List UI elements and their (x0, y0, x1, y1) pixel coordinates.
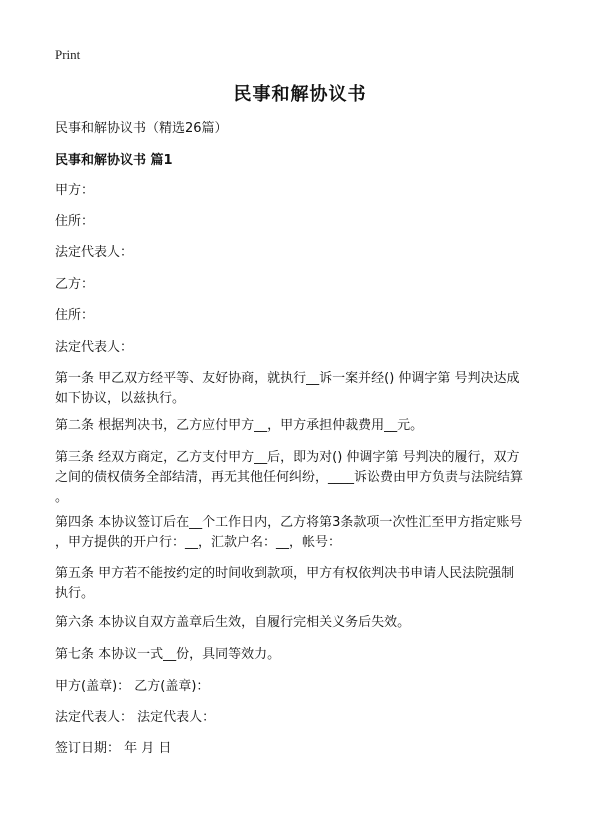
article-3 (55, 448, 560, 508)
page-title: 民事和解协议书 (233, 84, 367, 105)
legal-rep-signatures: 法定代表人： 法定代表人： (55, 710, 216, 725)
article-6: 第六条 本协议自双方盖章后生效，自履行完相关义务后失效。 (55, 615, 411, 630)
article-4-line-2: ，甲方提供的开户行：__，汇款户名：__，帐号： (55, 535, 342, 550)
party-b-field: 乙方： (55, 277, 95, 292)
article-2: 第二条 根据判决书，乙方应付甲方__，甲方承担仲裁费用__元。 (55, 418, 424, 433)
article-3-line-2: 之间的债权债务全部结清，再无其他任何纠纷，____诉讼费由甲方负责与法院结算 (55, 470, 524, 485)
article-4-line-1: 第四条 本协议签订后在__个工作日内，乙方将第3条款项一次性汇至甲方指定账号 (55, 515, 523, 530)
party-a-field: 甲方： (55, 183, 95, 198)
legal-rep-a-field: 法定代表人： (55, 245, 134, 260)
residence-a-field: 住所： (55, 214, 95, 229)
article-1 (55, 369, 560, 409)
article-3-line-3: 。 (55, 490, 69, 505)
print-label: Print (55, 47, 81, 62)
article-1-line-2: 如下协议，以兹执行。 (55, 391, 186, 406)
legal-rep-b-field: 法定代表人： (55, 340, 134, 355)
section-title: 民事和解协议书 篇1 (55, 153, 173, 168)
sign-date: 签订日期： 年 月 日 (55, 741, 172, 756)
seal-signatures: 甲方(盖章)： 乙方(盖章)： (55, 679, 210, 694)
article-1-line-1: 第一条 甲乙双方经平等、友好协商，就执行__诉一案并经() 仲调字第 号判决达成 (55, 371, 520, 386)
article-5-line-1: 第五条 甲方若不能按约定的时间收到款项，甲方有权依判决书申请人民法院强制 (55, 566, 515, 581)
article-4 (55, 513, 560, 553)
article-3-line-1: 第三条 经双方商定，乙方支付甲方__后，即为对() 仲调字第 号判决的履行，双方 (55, 450, 520, 465)
article-5-line-2: 执行。 (55, 586, 95, 601)
article-5 (55, 564, 560, 604)
document-subtitle: 民事和解协议书（精选26篇） (55, 121, 228, 136)
article-7: 第七条 本协议一式__份，具同等效力。 (55, 647, 281, 662)
residence-b-field: 住所： (55, 308, 95, 323)
